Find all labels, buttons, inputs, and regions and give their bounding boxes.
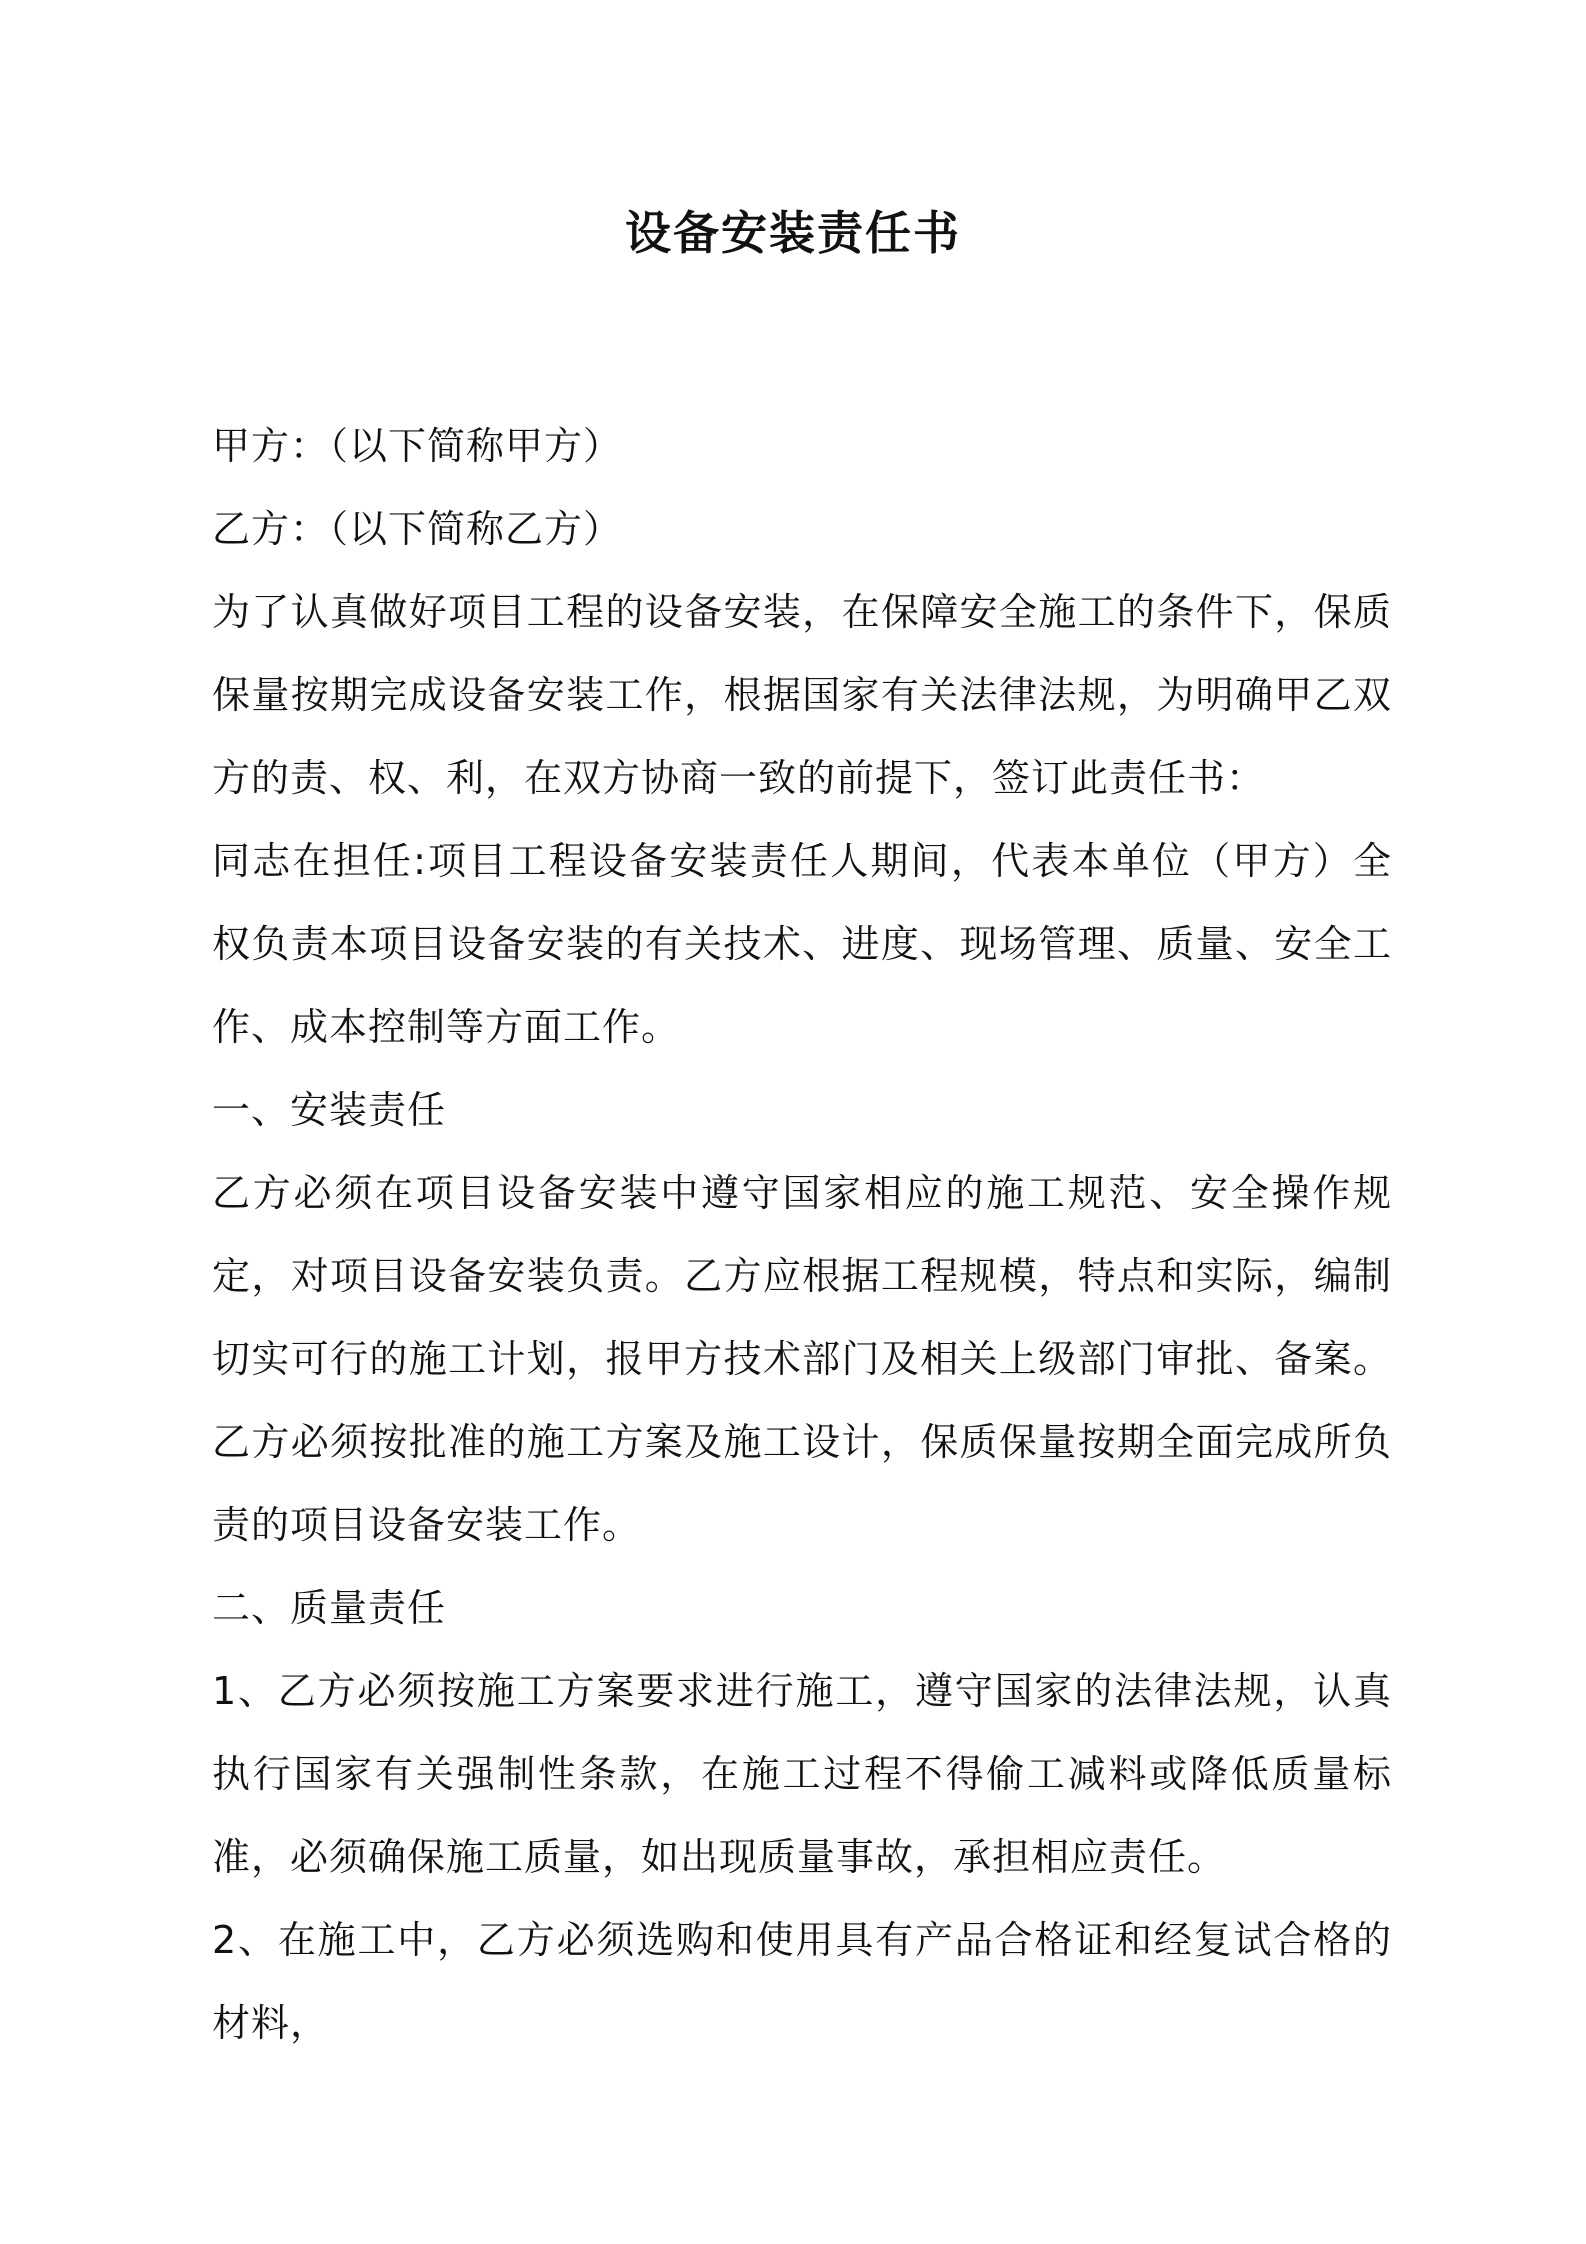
section-heading-installation: 一、安装责任 bbox=[212, 1088, 447, 1132]
party-a-line: 甲方：（以下简称甲方） bbox=[212, 424, 623, 468]
quality-item-1: 1、乙方必须按施工方案要求进行施工，遵守国家的法律法规，认真执行国家有关强制性条款，在施工过程不得偷工减料或降低质量标准，必须确保施工质量，如出现质量事故，承担相应责任。 bbox=[212, 1669, 1392, 1879]
appointment-paragraph: 同志在担任:项目工程设备安装责任人期间，代表本单位（甲方）全权负责本项目设备安装的有关技术、进度、现场管理、质量、安全工作、成本控制等方面工作。 bbox=[212, 839, 1392, 1049]
quality-item-2: 2、在施工中，乙方必须选购和使用具有产品合格证和经复试合格的材料， bbox=[212, 1918, 1392, 2045]
document-body bbox=[212, 405, 1392, 2065]
intro-paragraph: 为了认真做好项目工程的设备安装，在保障安全施工的条件下，保质保量按期完成设备安装工作，根据国家有关法律法规，为明确甲乙双方的责、权、利，在双方协商一致的前提下，签订此责任书： bbox=[212, 590, 1392, 800]
installation-paragraph: 乙方必须在项目设备安装中遵守国家相应的施工规范、安全操作规定，对项目设备安装负责。乙方应根据工程规模，特点和实际，编制切实可行的施工计划，报甲方技术部门及相关上级部门审批、备案。乙方必须按批准的施工方案及施工设计，保质保量按期全面完成所负责的项目设备安装工作。 bbox=[212, 1171, 1392, 1547]
party-b-line: 乙方：（以下简称乙方） bbox=[212, 507, 623, 551]
document-title: 设备安装责任书 bbox=[625, 206, 961, 260]
section-heading-quality: 二、质量责任 bbox=[212, 1586, 447, 1630]
